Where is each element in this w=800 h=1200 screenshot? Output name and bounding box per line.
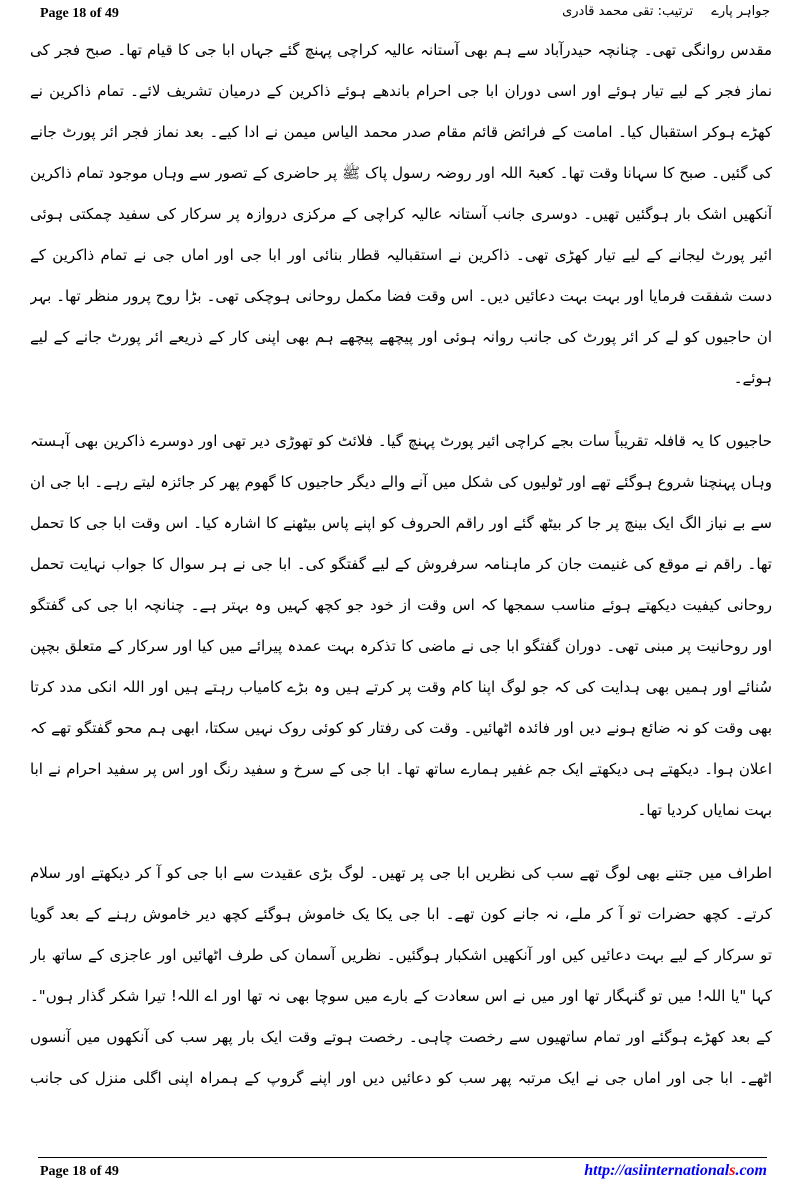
text-line: سُنائے اور ہمیں بھی ہدایت کی کہ جو لوگ اپنا کام وقت پر کرتے ہیں وہ بڑے کامیاب رہتے ہیں اور اللہ انکی مدد کرتا [30,678,772,696]
text-line: اعلان ہوا۔ دیکھتے ہی دیکھتے ایک جم غفیر ہمارے ساتھ تھا۔ ابا جی کے سرخ و سفید رنگ اور اس پر سفید احرام نے ابا [30,760,772,778]
text-line: بھی وقت کو نہ ضائع ہونے دیں اور فائدہ اٹھائیں۔ وقت کی رفتار کو کوئی روک نہیں سکتا، ابھی ہم محو گفتگو تھے کہ [30,719,772,737]
url-end: .com [735,1162,767,1179]
text-line: دست شفقت فرمایا اور بہت بہت دعائیں دیں۔ اس وقت فضا مکمل روحانی ہوچکی تھی۔ بڑا روح پرور منظر تھا۔ بہر [30,287,772,305]
text-line: ہوئے۔ [733,369,772,387]
text-line: ائیر پورٹ لیجانے کے لیے تیار کھڑی تھی۔ ذاکرین نے استقبالیہ قطار بنائی اور ابا جی اور اماں جی نے تمام ذاکرین کے [30,246,772,264]
footer-page-number: Page 18 of 49 [40,1164,119,1179]
text-line: تھا۔ راقم نے موقع کی غنیمت جان کر ماہنامہ سرفروش کے لیے گفتگو کی۔ ابا جی نے ہر سوال کا جواب نہایت تحمل [30,555,772,573]
paragraph-2 [30,421,772,831]
text-line: مقدس روانگی تھی۔ چنانچہ حیدرآباد سے ہم بھی آستانہ عالیہ کراچی پہنچ گئے جہاں ابا جی کا قیام تھا۔ صبح فجر کی [30,41,772,59]
footer-website-link[interactable] [584,1162,767,1180]
compiler-credit: ترتیب: تقی محمد قادری [562,4,694,19]
text-line: اطراف میں جتنے بھی لوگ تھے سب کی نظریں ابا جی پر تھیں۔ لوگ بڑی عقیدت سے ابا جی کو آ کر دیکھتے اور سلام [30,864,772,882]
header-page-number: Page 18 of 49 [40,6,119,21]
book-title: جواہر پارے [711,4,770,19]
text-line: کھڑے ہوکر استقبال کیا۔ امامت کے فرائض قائم مقام صدر محمد الیاس میمن نے ادا کیے۔ بعد نماز فجر ائر پورٹ جانے [30,123,772,141]
text-line: سے بے نیاز الگ ایک بینچ پر جا کر بیٹھ گئے اور راقم الحروف کو اپنے پاس بیٹھنے کا اشارہ کیا۔ اس وقت ابا جی کا تحمل [30,514,772,532]
text-line: کے بعد کھڑے ہوگئے اور تمام ساتھیوں سے رخصت چاہی۔ رخصت ہوتے وقت ایک بار پھر سب کی آنکھوں میں آنسوں [30,1028,772,1046]
document-body [30,30,772,1121]
paragraph-1 [30,30,772,399]
text-line: اور روحانیت پر مبنی تھی۔ دوران گفتگو ابا جی نے ماضی کا تذکرہ بہت عمدہ پیرائے میں کیا اور سرکار کے متعلق بچپن [30,637,772,655]
text-line: وہاں پہنچنا شروع ہوگئے تھے اور ٹولیوں کی شکل میں آنے والے دیگر حاجیوں کا گھوم پھر کر جائزہ لیتے رہے۔ ابا جی ان [30,473,772,491]
text-line: اٹھے۔ ابا جی اور اماں جی نے ایک مرتبہ پھر سب کو دعائیں دیں اور اپنے گروپ کے ہمراہ اپنی اگلی منزل کی جانب [30,1069,772,1087]
text-line: ان حاجیوں کو لے کر ائر پورٹ کی جانب روانہ ہوئی اور پیچھے پیچھے ہم بھی اپنی کار کے ذریعے ائر پورٹ جانے کے لیے [30,328,772,346]
text-line: تو سرکار کے لیے بہت دعائیں کیں اور آنکھیں اشکبار ہوگئیں۔ نظریں آسمان کی طرف اٹھائیں اور عاجزی کے ساتھ بار [30,946,772,964]
text-line: بہت نمایاں کردیا تھا۔ [637,801,772,819]
text-line: کہا "یا اللہ! میں تو گنہگار تھا اور میں نے اس سعادت کے بارے میں سوچا بھی نہ تھا اور اے اللہ! تیرا شکر گذار ہوں"۔ [30,987,772,1005]
footer-divider [38,1157,767,1158]
paragraph-3 [30,853,772,1099]
url-main: http://asiinternational [584,1162,730,1179]
header-title [548,4,770,19]
text-line: آنکھیں اشک بار ہوگئیں تھیں۔ دوسری جانب آستانہ عالیہ کراچی کے مرکزی دروازہ پر سرکار کی سفید چمکتی ہوئی [30,205,772,223]
text-line: کرتے۔ کچھ حضرات تو آ کر ملے، نہ جانے کون تھے۔ ابا جی یکا یک خاموش ہوگئے کچھ دیر خاموش رہنے کے بعد گویا [30,905,772,923]
text-line: کی گئیں۔ صبح کا سہانا وقت تھا۔ کعبۃ اللہ اور روضہ رسول پاک ﷺ پر حاضری کے تصور سے وہاں موجود تمام ذاکرین [30,164,772,182]
text-line: روحانی کیفیت دیکھتے ہوئے مناسب سمجھا کہ اس وقت از خود جو کچھ کہیں وہ بہتر ہے۔ چنانچہ ابا جی کی گفتگو [30,596,772,614]
url-accent-letter: s [729,1162,736,1179]
text-line: نماز فجر کے لیے تیار ہوئے اور اسی دوران ابا جی احرام باندھے ہوئے ذاکرین کے درمیان تشریف لائے۔ تمام ذاکرین نے [30,82,772,100]
text-line: حاجیوں کا یہ قافلہ تقریباً سات بجے کراچی ائیر پورٹ پہنچ گیا۔ فلائٹ کو تھوڑی دیر تھی اور دوسرے ذاکرین بھی آہستہ [30,432,772,450]
